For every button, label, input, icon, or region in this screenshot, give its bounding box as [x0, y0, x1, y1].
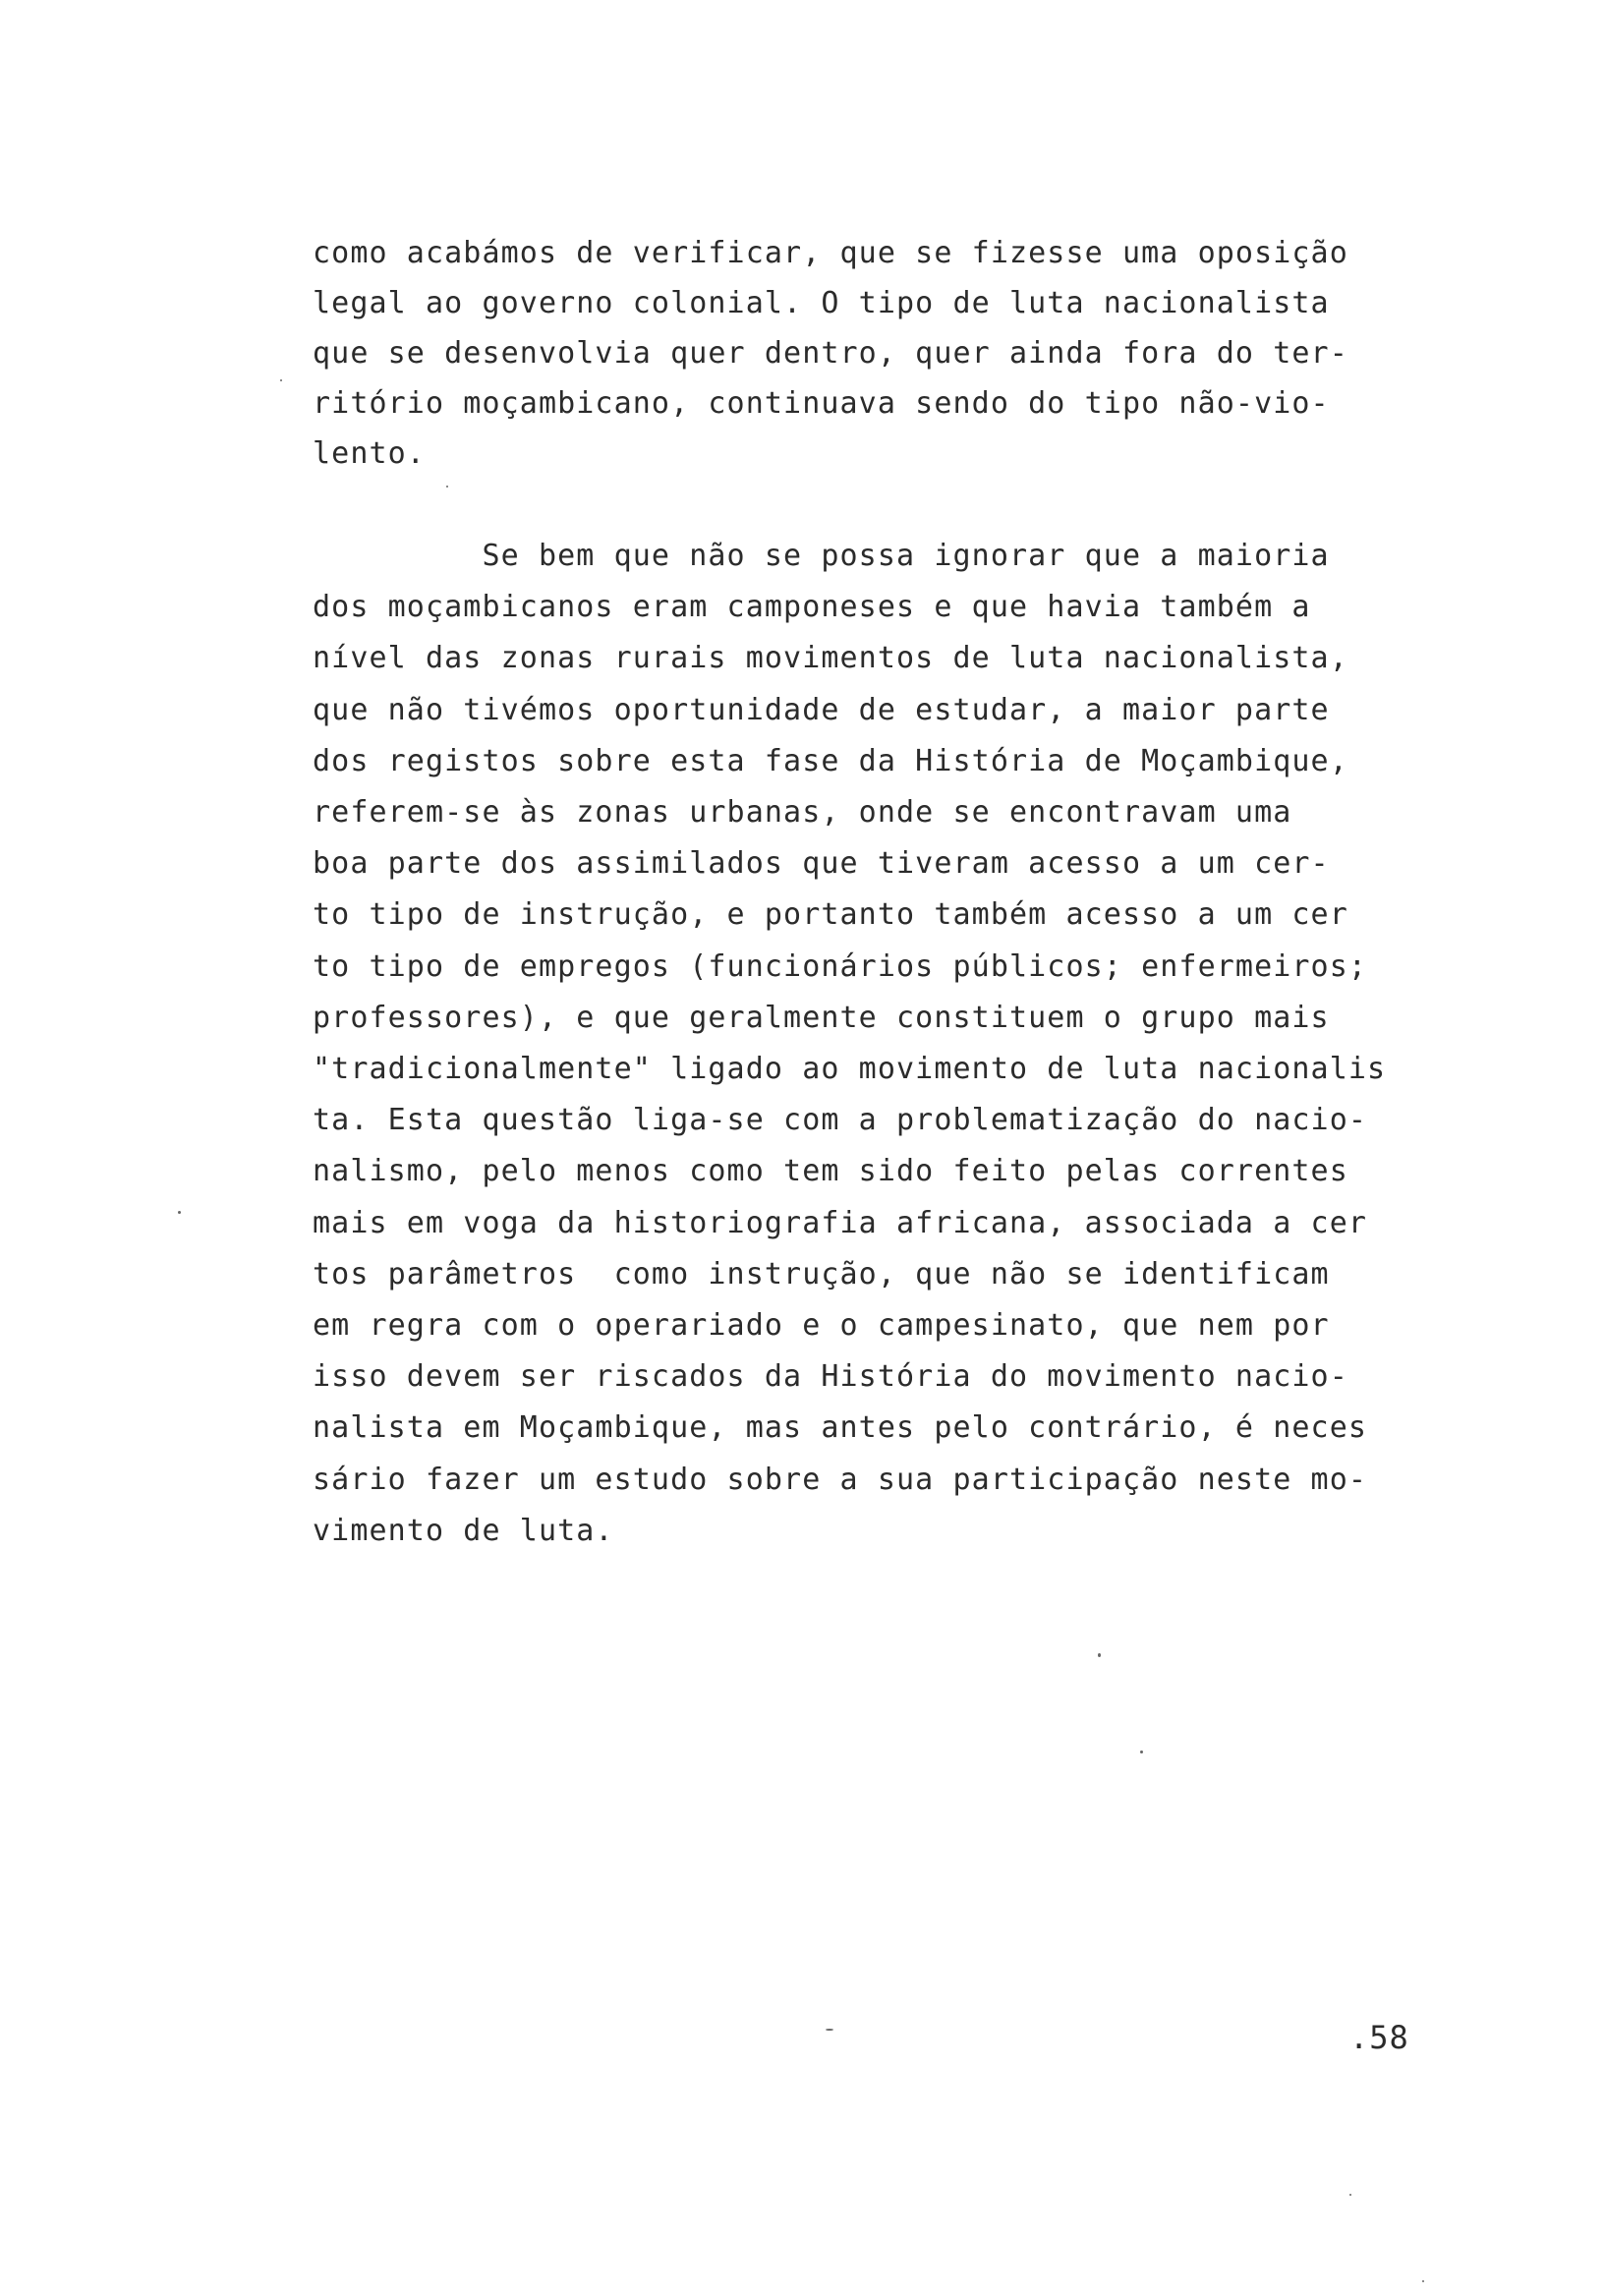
- text-line: to tipo de instrução, e portanto também acesso a um cer: [313, 897, 1348, 933]
- text-line: legal ao governo colonial. O tipo de luta nacionalista: [313, 286, 1330, 320]
- scan-speck: [446, 486, 448, 488]
- text-line: tos parâmetros como instrução, que não se identificam: [313, 1256, 1330, 1292]
- text-line: nalista em Moçambique, mas antes pelo contrário, é neces: [313, 1410, 1368, 1446]
- paragraph-2: [313, 531, 1472, 1557]
- text-line: "tradicionalmente" ligado ao movimento de luta nacionalis: [313, 1052, 1387, 1087]
- text-line: professores), e que geralmente constituem o grupo mais: [313, 1000, 1330, 1035]
- text-line: nalismo, pelo menos como tem sido feito pelas correntes: [313, 1154, 1348, 1189]
- text-line: isso devem ser riscados da História do movimento nacio-: [313, 1359, 1348, 1395]
- text-line: Se bem que não se possa ignorar que a maioria: [313, 539, 1330, 573]
- scan-speck: [1349, 2194, 1351, 2196]
- text-line: ta. Esta questão liga-se com a problematização do nacio-: [313, 1103, 1368, 1138]
- text-line: boa parte dos assimilados que tiveram acesso a um cer-: [313, 846, 1330, 882]
- text-line: vimento de luta.: [313, 1513, 614, 1548]
- paragraph-1: [313, 228, 1472, 479]
- text-line: como acabámos de verificar, que se fizesse uma oposição: [313, 236, 1348, 270]
- text-line: dos moçambicanos eram camponeses e que havia também a: [313, 590, 1311, 625]
- text-line: nível das zonas rurais movimentos de luta nacionalista,: [313, 641, 1348, 676]
- scan-speck: [826, 2029, 833, 2031]
- text-line: mais em voga da historiografia africana, associada a cer: [313, 1205, 1368, 1240]
- text-line: to tipo de empregos (funcionários públicos; enfermeiros;: [313, 948, 1368, 984]
- text-line: dos registos sobre esta fase da História de Moçambique,: [313, 743, 1348, 778]
- page-number: .58: [1349, 2019, 1409, 2056]
- scan-speck: [1098, 1653, 1101, 1657]
- text-line: que não tivémos oportunidade de estudar, a maior parte: [313, 692, 1330, 727]
- scan-speck: [280, 379, 282, 381]
- text-line: ritório moçambicano, continuava sendo do tipo não-vio-: [313, 386, 1330, 421]
- scan-speck: [1422, 2280, 1424, 2282]
- text-line: em regra com o operariado e o campesinato, que nem por: [313, 1308, 1330, 1344]
- scan-speck: [178, 1211, 181, 1214]
- text-line: lento.: [313, 436, 426, 471]
- text-line: sário fazer um estudo sobre a sua participação neste mo-: [313, 1462, 1368, 1497]
- text-line: referem-se às zonas urbanas, onde se encontravam uma: [313, 795, 1292, 831]
- text-line: que se desenvolvia quer dentro, quer ainda fora do ter-: [313, 336, 1348, 371]
- scan-speck: [1140, 1751, 1143, 1753]
